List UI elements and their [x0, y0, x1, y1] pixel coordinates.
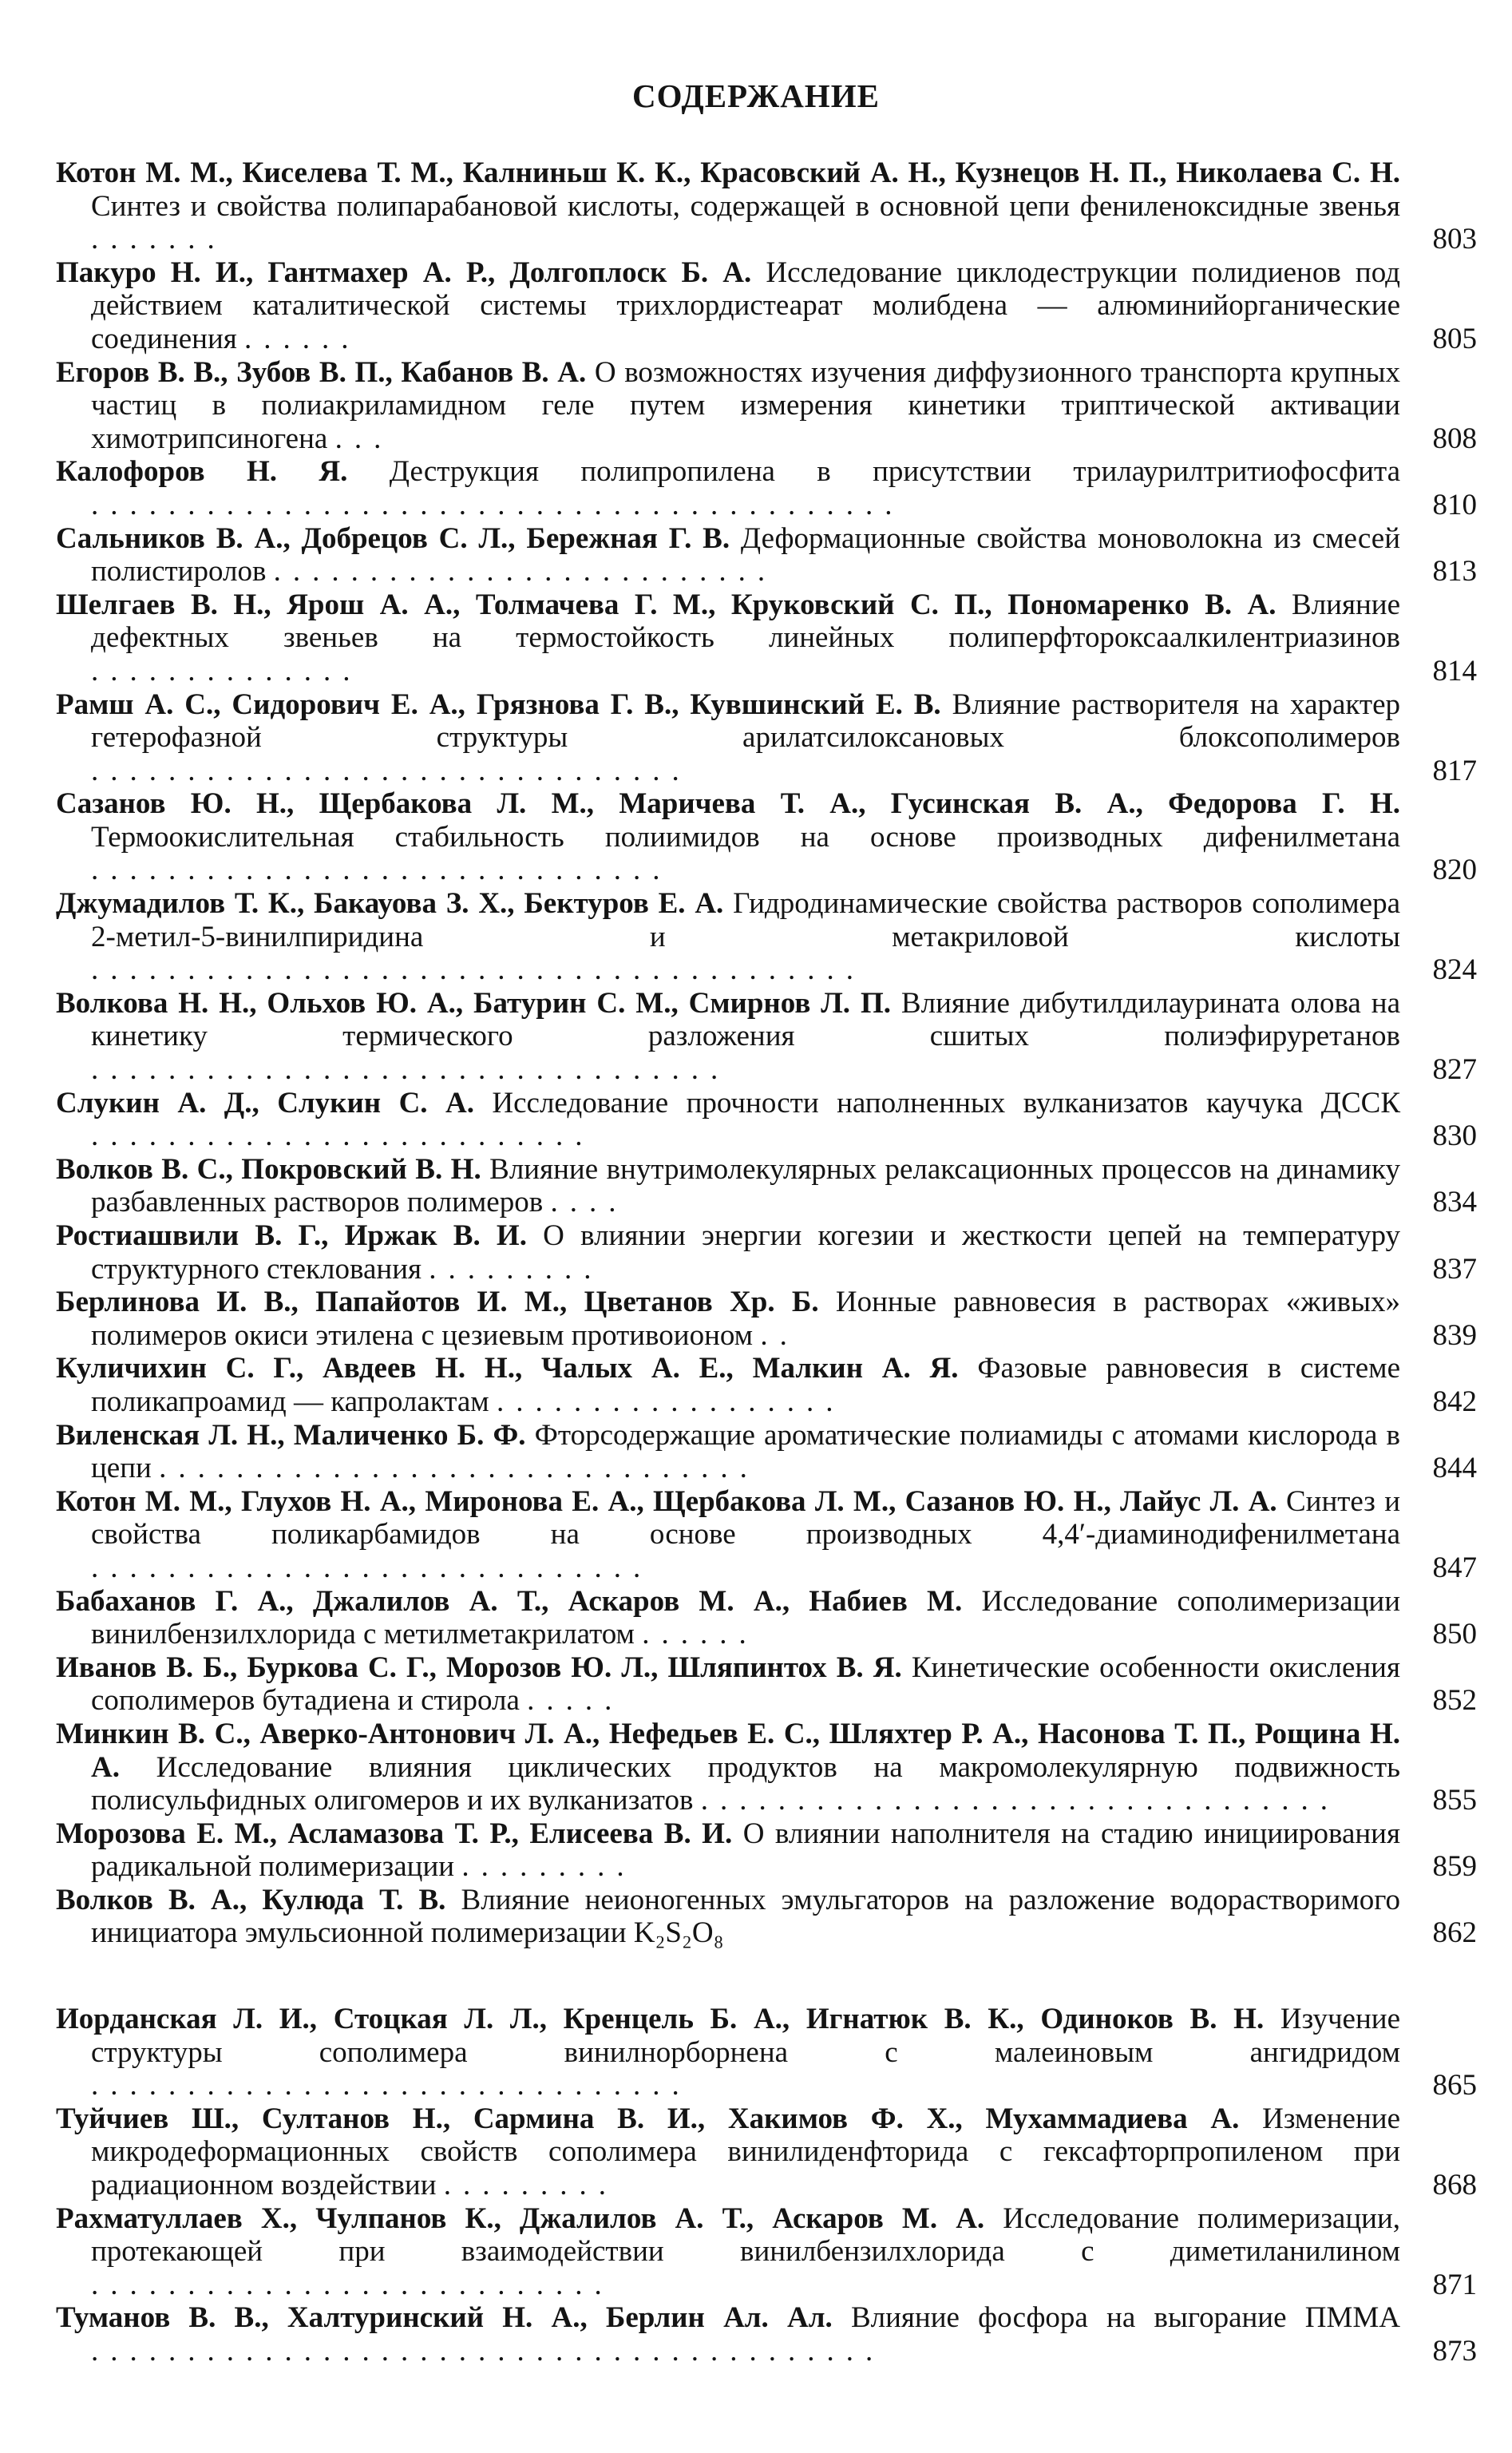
entry-authors: Туйчиев Ш., Султанов Н., Сармина В. И., Хакимов Ф. Х., Мухаммадиева А. [56, 2102, 1240, 2135]
entry-title: О влиянии наполнителя на стадию инициирования радикальной полимеризации [91, 1817, 1400, 1884]
toc-entry [56, 688, 1477, 788]
entry-authors: Слукин А. Д., Слукин С. А. [56, 1086, 474, 1120]
entry-authors: Волкова Н. Н., Ольхов Ю. А., Батурин С. М., Смирнов Л. П. [56, 986, 891, 1020]
dot-leader: ................................. [700, 1784, 1340, 1817]
entry-page-number: 830 [1432, 1120, 1477, 1153]
entry-title: О влиянии энергии когезии и жесткости цепей на температуру структурного стеклования [91, 1219, 1400, 1286]
entry-page-number: 859 [1432, 1850, 1477, 1884]
entry-authors: Пакуро Н. И., Гантмахер А. Р., Долгоплоск Б. А. [56, 256, 752, 289]
toc-entry [56, 987, 1477, 1087]
toc-entry [56, 157, 1477, 256]
entry-authors: Туманов В. В., Халтуринский Н. А., Берлин Ал. Ал. [56, 2301, 833, 2335]
entry-page-number: 873 [1432, 2335, 1477, 2368]
entry-page-number: 847 [1432, 1551, 1477, 1584]
dot-leader: ... [334, 422, 394, 455]
dot-leader: .............. [91, 654, 362, 688]
entry-title: Влияние неионогенных эмульгаторов на разложение водорастворимого инициатора эмульсионной полимеризации K₂S₂O₈ [91, 1883, 1400, 1950]
entry-authors: Ростиашвили В. Г., Иржак В. И. [56, 1219, 527, 1252]
entry-authors: Сальников В. А., Добрецов С. Л., Бережная Г. В. [56, 521, 730, 555]
toc-entry [56, 2102, 1477, 2202]
entry-authors: Рамш А. С., Сидорович Е. А., Грязнова Г. В., Кувшинский Е. В. [56, 688, 941, 721]
entry-page-number: 839 [1432, 1318, 1477, 1352]
entry-page-number: 842 [1432, 1385, 1477, 1418]
entry-title: Влияние дибутилдилаурината олова на кинетику термического разложения сшитых полиэфируретанов [91, 986, 1400, 1053]
toc-entry [56, 887, 1477, 987]
entry-title: Гидродинамические свойства растворов сополимера 2-метил-5-винилпиридина и метакриловой кислоты [91, 887, 1401, 953]
entry-page-number: 865 [1432, 2069, 1477, 2102]
toc-entry [56, 356, 1477, 456]
toc-entry [56, 1087, 1477, 1153]
entry-title: Деформационные свойства моноволокна из смесей полистиролов [91, 521, 1400, 588]
entry-authors: Бабаханов Г. А., Джалилов А. Т., Аскаров М. А., Набиев М. [56, 1584, 963, 1618]
entry-authors: Иванов В. Б., Буркова С. Г., Морозов Ю. Л., Шляпинтох В. Я. [56, 1651, 902, 1684]
entry-title: Деструкция полипропилена в присутствии трилаурилтритиофосфита [389, 455, 1400, 489]
entry-page-number: 805 [1432, 322, 1477, 355]
toc-entry [56, 2202, 1477, 2302]
entry-page-number: 808 [1432, 422, 1477, 455]
entry-title: Изучение структуры сополимера винилнорборнена с малеиновым ангидридом [91, 2003, 1401, 2069]
entry-page-number: 817 [1432, 754, 1477, 787]
entry-title: Синтез и свойства поликарбамидов на основе производных 4,4′-диаминодифенилметана [91, 1484, 1401, 1551]
toc-entry [56, 1485, 1477, 1585]
dot-leader: ........................... [91, 2268, 614, 2301]
dot-leader: ............................... [159, 1452, 759, 1485]
entry-title: Термоокислительная стабильность полиимидов на основе производных дифенилметана [91, 820, 1400, 854]
entry-page-number: 834 [1432, 1186, 1477, 1219]
entry-authors: Волков В. С., Покровский В. Н. [56, 1152, 481, 1186]
entry-authors: Волков В. А., Кулюда Т. В. [56, 1883, 446, 1916]
dot-leader: ...... [244, 322, 361, 355]
entry-page-number: 868 [1432, 2169, 1477, 2202]
toc-entry [56, 1286, 1477, 1352]
entry-title: Исследование сополимеризации винилбензилхлорида с метилметакрилатом [91, 1584, 1401, 1651]
entry-page-number: 827 [1432, 1053, 1477, 1087]
entry-page-number: 844 [1432, 1452, 1477, 1485]
dot-leader: ............................... [91, 754, 691, 787]
toc-entry [56, 1651, 1477, 1718]
entry-authors: Сазанов Ю. Н., Щербакова Л. М., Маричева Т. А., Гусинская В. А., Федорова Г. Н. [56, 787, 1400, 821]
dot-leader: ......................................... [91, 2335, 885, 2368]
dot-leader: .................. [496, 1385, 845, 1418]
entry-authors: Егоров В. В., Зубов В. П., Кабанов В. А. [56, 355, 587, 389]
table-of-contents [56, 157, 1477, 2368]
entry-page-number: 813 [1432, 555, 1477, 588]
entry-title: Кинетические особенности окисления сополимеров бутадиена и стирола [91, 1651, 1401, 1718]
toc-entry [56, 787, 1477, 887]
entry-authors: Куличихин С. Г., Авдеев Н. Н., Чалых А. Е., Малкин А. Я. [56, 1352, 959, 1385]
toc-entry [56, 588, 1477, 688]
entry-page-number: 850 [1432, 1618, 1477, 1651]
dot-leader: .......................................... [91, 488, 904, 521]
dot-leader: ......... [443, 2169, 619, 2202]
dot-leader: ......... [461, 1850, 636, 1884]
toc-entry [56, 256, 1477, 356]
toc-entry [56, 455, 1477, 521]
entry-page-number: 824 [1432, 953, 1477, 987]
entry-page-number: 871 [1432, 2268, 1477, 2301]
dot-leader: .... [550, 1186, 628, 1219]
entry-title: Фазовые равновесия в системе поликапроамид — капролактам [91, 1352, 1401, 1418]
entry-authors: Иорданская Л. И., Стоцкая Л. Л., Кренцель Б. А., Игнатюк В. К., Одиноков В. Н. [56, 2003, 1265, 2036]
toc-entry [56, 1884, 1477, 1950]
dot-leader: ..... [527, 1684, 624, 1718]
entry-title: Ионные равновесия в растворах «живых» полимеров окиси этилена с цезиевым противоионом [91, 1286, 1400, 1352]
toc-entry [56, 1585, 1477, 1651]
dot-leader: ............................... [91, 2069, 691, 2102]
toc-entry [56, 1419, 1477, 1485]
dot-leader: .............................. [91, 854, 672, 887]
entry-page-number: 810 [1432, 488, 1477, 521]
entry-authors: Шелгаев В. Н., Ярош А. А., Толмачева Г. М., Круковский С. П., Пономаренко В. А. [56, 588, 1276, 621]
entry-title: О возможностях изучения диффузионного транспорта крупных частиц в полиакриламидном геле путем измерения кинетики триптической активации химотрипсиногена [91, 355, 1400, 455]
entry-page-number: 814 [1432, 654, 1477, 688]
entry-page-number: 803 [1432, 223, 1477, 256]
entry-page-number: 852 [1432, 1684, 1477, 1718]
toc-entry [56, 1817, 1477, 1884]
entry-title: Исследование влияния циклических продуктов на макромолекулярную подвижность полисульфидных олигомеров и их вулканизатов [91, 1750, 1400, 1817]
entry-page-number: 837 [1432, 1252, 1477, 1286]
toc-entry [56, 522, 1477, 588]
entry-authors: Котон М. М., Глухов Н. А., Миронова Е. А., Щербакова Л. М., Сазанов Ю. Н., Лайус Л. А. [56, 1484, 1277, 1518]
dot-leader: ...... [642, 1618, 758, 1651]
entry-authors: Калофоров Н. Я. [56, 455, 348, 489]
entry-authors: Берлинова И. В., Папайотов И. М., Цветанов Хр. Б. [56, 1286, 819, 1319]
toc-entry [56, 1718, 1477, 1817]
dot-leader: ............................. [91, 1551, 653, 1584]
entry-title: Исследование циклодеструкции полидиенов под действием каталитической системы трихлордистеарат молибдена — алюминийорганические соединения [91, 256, 1400, 355]
entry-title: Влияние внутримолекулярных релаксационных процессов на динамику разбавленных растворов полимеров [91, 1152, 1401, 1219]
dot-leader: ....... [91, 223, 227, 256]
entry-page-number: 855 [1432, 1784, 1477, 1817]
page-title: СОДЕРЖАНИЕ [632, 77, 880, 114]
entry-authors: Виленская Л. Н., Маличенко Б. Ф. [56, 1418, 526, 1452]
entry-page-number: 862 [1432, 1916, 1477, 1950]
entry-authors: Рахматуллаев Х., Чулпанов К., Джалилов А. Т., Аскаров М. А. [56, 2201, 985, 2235]
toc-entry [56, 2301, 1477, 2368]
entry-title: Исследование прочности наполненных вулканизатов каучука ДССК [492, 1086, 1400, 1120]
dot-leader: .......................... [273, 555, 778, 588]
entry-title: Влияние фосфора на выгорание ПММА [850, 2301, 1400, 2335]
entry-authors: Морозова Е. М., Асламазова Т. Р., Елисеева В. И. [56, 1817, 733, 1850]
dot-leader: ......... [429, 1252, 604, 1286]
entry-title: Изменение микродеформационных свойств сополимера винилиденфторида с гексафторпропиленом при радиационном воздействии [91, 2102, 1400, 2202]
entry-title: Синтез и свойства полипарабановой кислоты, содержащей в основной цепи фениленоксидные звенья [91, 189, 1400, 223]
toc-entry [56, 2003, 1477, 2102]
dot-leader: ................................. [91, 1053, 730, 1087]
entry-title: Исследование полимеризации, протекающей при взаимодействии винилбензилхлорида с диметиланилином [91, 2201, 1401, 2269]
dot-leader: .......................... [91, 1120, 595, 1153]
entry-authors: Джумадилов Т. К., Бакауова З. Х., Бектуров Е. А. [56, 887, 724, 921]
entry-page-number: 820 [1432, 854, 1477, 887]
section-gap [56, 1950, 1477, 2003]
dot-leader: ........................................ [91, 953, 865, 987]
toc-entry [56, 1219, 1477, 1286]
toc-entry [56, 1352, 1477, 1418]
entry-title: Влияние дефектных звеньев на термостойкость линейных полиперфтороксаалкилентриазинов [91, 588, 1401, 655]
entry-title: Влияние растворителя на характер гетерофазной структуры арилатсилоксановых блоксополимеров [91, 688, 1400, 755]
toc-entry [56, 1153, 1477, 1219]
entry-title: Фторсодержащие ароматические полиамиды с атомами кислорода в цепи [91, 1418, 1401, 1485]
entry-authors: Минкин В. С., Аверко-Антонович Л. А., Нефедьев Е. С., Шляхтер Р. А., Насонова Т. П., Рощина Н. А. [56, 1717, 1400, 1784]
dot-leader: .. [760, 1318, 799, 1352]
entry-authors: Котон М. М., Киселева Т. М., Калниньш К. К., Красовский А. Н., Кузнецов Н. П., Николаева С. Н. [56, 157, 1400, 189]
